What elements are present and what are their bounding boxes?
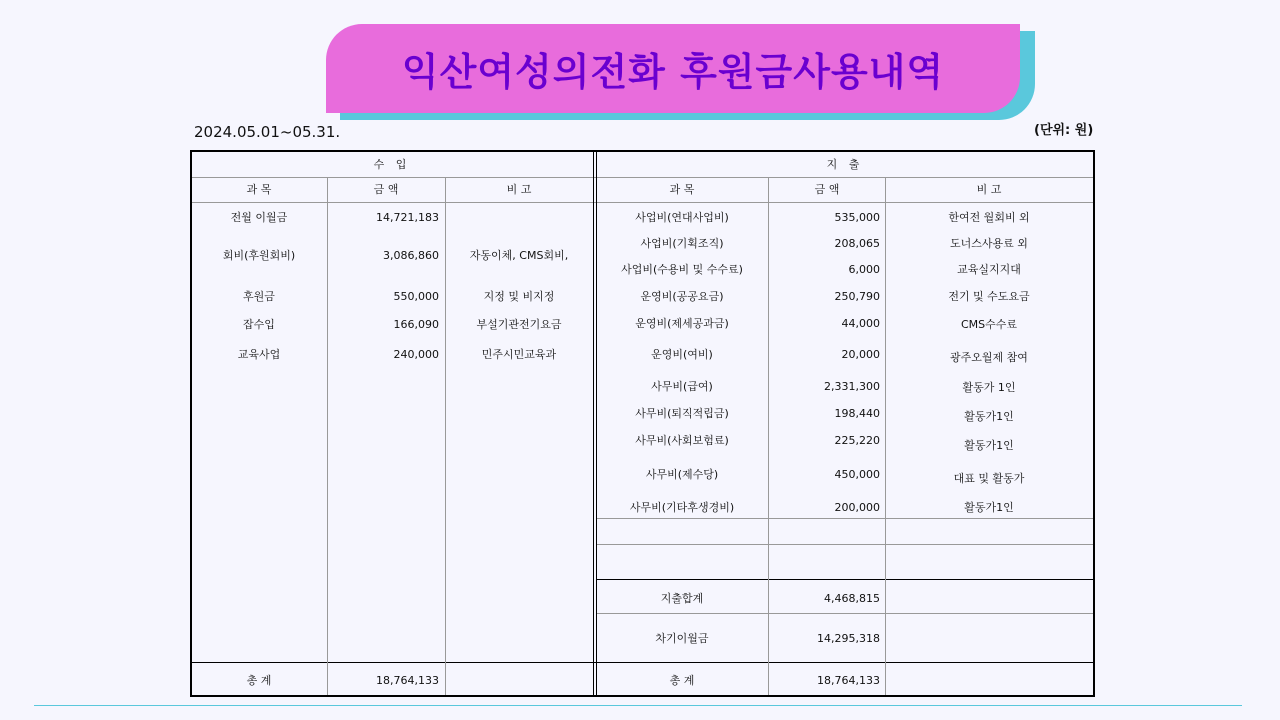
expense-col-subject: 과 목 — [669, 183, 695, 196]
income-grand-total-amount: 18,764,133 — [376, 674, 439, 687]
income-row-subject: 전월 이월금 — [230, 211, 288, 224]
footer-divider — [34, 705, 1242, 706]
expense-col-amount: 금 액 — [814, 183, 840, 196]
expense-row-amount: 20,000 — [841, 348, 880, 361]
expense-row-amount: 208,065 — [834, 237, 880, 250]
column-divider — [327, 177, 328, 695]
expense-row-note: 활동가1인 — [964, 501, 1014, 514]
income-header: 수 입 — [373, 158, 411, 171]
expense-row-note: CMS수수료 — [960, 318, 1018, 331]
expense-row-amount: 535,000 — [834, 211, 880, 224]
expense-row-subject: 사업비(연대사업비) — [635, 211, 729, 224]
expense-row-note: 광주오월제 참여 — [950, 351, 1028, 364]
income-row-subject: 교육사업 — [237, 348, 281, 361]
column-divider — [768, 177, 769, 695]
income-row-amount: 550,000 — [393, 290, 439, 303]
expense-total-label: 지출합계 — [660, 592, 704, 605]
expense-row-subject: 사무비(제수당) — [645, 468, 719, 481]
expense-header: 지 출 — [826, 158, 864, 171]
expense-row-subject: 운영비(제세공과금) — [635, 317, 729, 330]
expense-row-note: 활동가1인 — [964, 439, 1014, 452]
expense-row-amount: 198,440 — [834, 407, 880, 420]
expense-row-subject: 운영비(공공요금) — [640, 290, 724, 303]
income-row-subject: 후원금 — [243, 290, 275, 303]
expense-grand-total-amount: 18,764,133 — [817, 674, 880, 687]
expense-row-subject: 사무비(퇴직적립금) — [635, 407, 729, 420]
income-row-amount: 14,721,183 — [376, 211, 439, 224]
expense-row-amount: 6,000 — [848, 263, 880, 276]
unit-label: (단위: 원) — [1034, 123, 1094, 138]
expense-row-amount: 2,331,300 — [824, 380, 880, 393]
title-banner — [326, 24, 1020, 113]
expense-row-note: 한여전 월회비 외 — [948, 211, 1030, 224]
income-col-note: 비 고 — [506, 183, 532, 196]
carry-over-amount: 14,295,318 — [817, 632, 880, 645]
expense-total-amount: 4,468,815 — [824, 592, 880, 605]
income-row-note: 지정 및 비지정 — [483, 290, 555, 303]
expense-row-note: 전기 및 수도요금 — [948, 290, 1030, 303]
expense-row-note: 활동가 1인 — [962, 381, 1016, 394]
expense-row-note: 대표 및 활동가 — [953, 472, 1025, 485]
column-divider — [445, 177, 446, 695]
income-row-amount: 240,000 — [393, 348, 439, 361]
income-col-amount: 금 액 — [373, 183, 399, 196]
income-row-note: 자동이체, CMS회비, — [469, 249, 569, 262]
expense-row-subject: 사무비(기타후생경비) — [629, 501, 735, 514]
income-row-amount: 3,086,860 — [383, 249, 439, 262]
report-period: 2024.05.01~05.31. — [194, 123, 341, 141]
expense-row-subject: 사업비(수용비 및 수수료) — [621, 263, 743, 276]
income-expense-divider — [593, 152, 594, 695]
total-section-divider — [596, 579, 1093, 580]
income-row-subject: 회비(후원회비) — [222, 249, 296, 262]
income-row-subject: 잡수입 — [243, 318, 275, 331]
row-divider — [596, 544, 1093, 545]
income-row-amount: 166,090 — [393, 318, 439, 331]
income-row-note: 민주시민교육과 — [481, 348, 557, 361]
expense-row-amount: 250,790 — [834, 290, 880, 303]
income-grand-total-label: 총 계 — [246, 674, 272, 687]
expense-row-subject: 사무비(사회보험료) — [635, 434, 729, 447]
expense-row-amount: 450,000 — [834, 468, 880, 481]
expense-row-note: 교육실지지대 — [957, 263, 1021, 276]
income-col-subject: 과 목 — [246, 183, 272, 196]
expense-row-amount: 225,220 — [834, 434, 880, 447]
expense-row-subject: 사업비(기획조직) — [640, 237, 724, 250]
expense-col-note: 비 고 — [976, 183, 1002, 196]
expense-row-amount: 44,000 — [841, 317, 880, 330]
expense-row-note: 도너스사용료 외 — [950, 237, 1028, 250]
expense-row-amount: 200,000 — [834, 501, 880, 514]
income-expense-divider — [596, 152, 597, 695]
row-divider — [596, 613, 1093, 614]
page-title: 익산여성의전화 후원금사용내역 — [401, 50, 945, 94]
expense-row-note: 활동가1인 — [964, 410, 1014, 423]
expense-grand-total-label: 총 계 — [669, 674, 695, 687]
finance-table — [190, 150, 1095, 697]
income-row-note: 부설기관전기요금 — [476, 318, 562, 331]
row-divider — [596, 518, 1093, 519]
column-divider — [885, 177, 886, 695]
expense-row-subject: 사무비(급여) — [651, 380, 713, 393]
expense-row-subject: 운영비(여비) — [651, 348, 713, 361]
carry-over-label: 차기이월금 — [655, 632, 709, 645]
